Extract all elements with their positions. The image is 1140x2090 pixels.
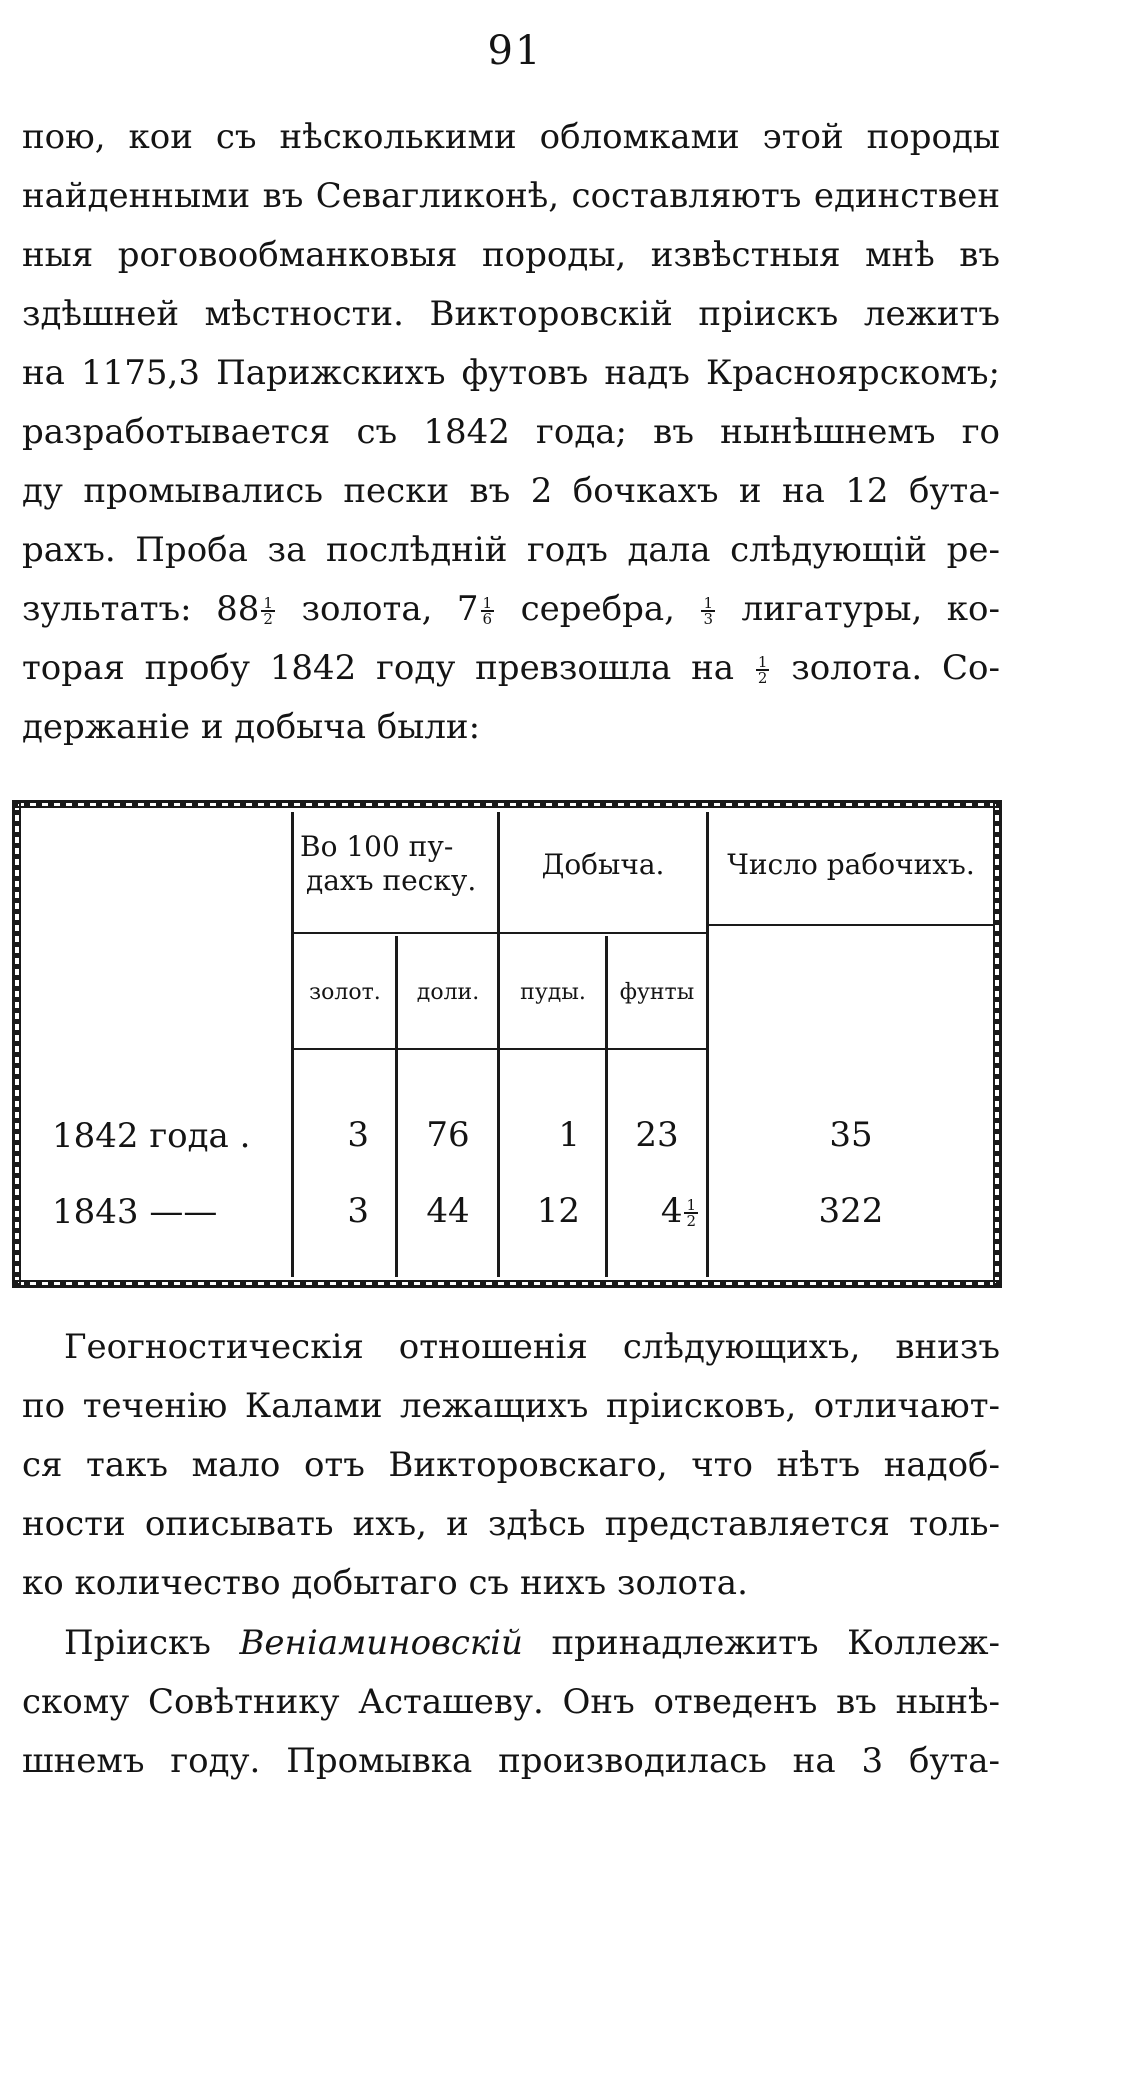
text-line: на 1175,3 Парижскихъ футовъ надъ Красноярскомъ; [22,353,1000,393]
text-segment: зультатъ: 88 [22,589,260,629]
data-table [12,800,1002,1288]
text-line: ду промывались пески въ 2 бочкахъ и на 12 бута- [22,471,1000,511]
text-line: ко количество добытаго съ нихъ золота. [22,1563,748,1603]
text-segment: золота, 7 [276,589,479,629]
text-segment: золота. Со- [771,648,1001,688]
text-segment: лигатуры, ко- [717,589,1000,629]
table-border-bottom [12,1280,1002,1288]
table-border-top [12,800,1002,808]
subheader-doli: доли. [416,980,480,1005]
text-line: по теченію Калами лежащихъ пріисковъ, отличают- [22,1386,1000,1426]
table-rule [291,932,709,934]
text-line-with-fractions [22,580,1000,639]
header-line: Во 100 пу- [300,830,454,863]
fraction-numerator: 1 [757,653,768,671]
fraction-denominator: 2 [263,610,273,628]
text-line: ности описывать ихъ, и здѣсь представляется толь- [22,1504,1000,1544]
fraction [684,1198,698,1228]
fraction-denominator: 6 [482,610,493,628]
table-border-left [12,800,21,1288]
fraction-numerator: 1 [482,594,493,612]
cell-funty [608,1191,700,1231]
fraction [261,596,275,626]
subheader-pudy: пуды. [520,980,586,1005]
fraction [481,596,495,626]
text-line: здѣшней мѣстности. Викторовскій пріискъ лежитъ [22,294,1000,334]
cell-pudy: 1 [558,1115,580,1155]
text-line-with-fractions [22,639,1000,698]
cell-funty-int: 4 [660,1191,683,1231]
paragraph-1 [22,108,1000,757]
cell-gold: 3 [347,1191,369,1231]
text-line: пою, кои съ нѣсколькими обломками этой породы [22,117,1000,157]
text-line: шнемъ году. Промывка производилась на 3 бута- [22,1741,1000,1781]
text-line: ныя роговообманковыя породы, извѣстныя мнѣ въ [22,235,1000,275]
paragraph-3 [22,1614,1000,1791]
text-line: разработывается съ 1842 года; въ нынѣшнемъ го [22,412,1000,452]
fraction-denominator: 3 [703,610,713,628]
cell-funty: 23 [635,1115,679,1155]
fraction-numerator: 1 [263,594,273,612]
row-label: 1843 —— [52,1192,218,1232]
text-line [22,1614,1000,1673]
mine-name: Веніаминовскій [239,1623,523,1663]
text-line: скому Совѣтнику Асташеву. Онъ отведенъ въ нынѣ- [22,1682,1000,1722]
paragraph-2 [22,1318,1000,1613]
fraction-denominator: 2 [686,1212,696,1230]
fraction [756,655,770,685]
fraction-numerator: 1 [703,594,713,612]
text-line: найденными въ Севагликонѣ, составляютъ единствен [22,176,1000,216]
header-output: Добыча. [541,848,665,881]
table-border-right [993,800,1002,1288]
table-rule [291,1048,709,1050]
fraction [701,596,715,626]
fraction-denominator: 2 [757,669,768,687]
page-number: 91 [487,28,543,74]
text-line: держаніе и добыча были: [22,707,481,747]
cell-pudy: 12 [536,1191,580,1231]
subheader-funty: фунты [619,980,695,1005]
header-workers: Число рабочихъ. [727,848,975,881]
text-line: Геогностическія отношенія слѣдующихъ, внизъ [64,1327,1000,1367]
fraction-numerator: 1 [686,1196,696,1214]
subheader-gold: золот. [309,980,381,1005]
text-segment: Пріискъ [64,1623,240,1663]
row-label: 1842 года . [52,1116,251,1156]
cell-gold: 3 [347,1115,369,1155]
header-per-100-pud [296,830,496,898]
text-segment: принадлежитъ Коллеж- [522,1623,1000,1663]
text-segment: торая пробу 1842 году превзошла на [22,648,754,688]
text-segment: серебра, [496,589,700,629]
cell-workers: 322 [818,1191,884,1231]
cell-doli: 44 [426,1191,470,1231]
cell-workers: 35 [829,1115,873,1155]
text-line: рахъ. Проба за послѣдній годъ дала слѣдующій ре- [22,530,1000,570]
table-rule [706,924,993,926]
cell-doli: 76 [426,1115,470,1155]
header-line: дахъ песку. [306,864,477,897]
text-line: ся такъ мало отъ Викторовскаго, что нѣтъ надоб- [22,1445,1000,1485]
